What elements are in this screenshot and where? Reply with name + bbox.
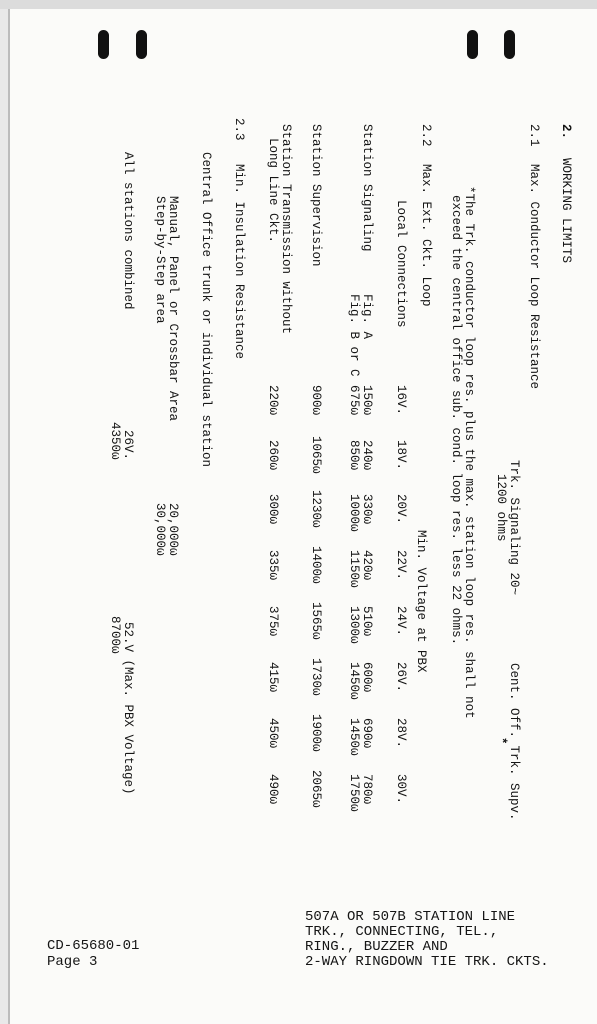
supervision-value: 1900ω <box>309 714 323 752</box>
all-stations-combined: All stations combined <box>121 152 135 310</box>
fig-a-value: 690ω <box>360 718 374 749</box>
fig-a-label: Fig. A <box>360 294 374 340</box>
section-number: 2. <box>559 124 573 140</box>
voltage-22: 22V. <box>394 550 408 581</box>
manual-panel-crossbar: Manual, Panel or Crossbar Area <box>166 196 180 422</box>
fig-a-value: 510ω <box>360 606 374 637</box>
s2-2-number: 2.2 <box>419 124 433 147</box>
title-line-2: TRK., CONNECTING, TEL., <box>305 924 499 940</box>
fig-bc-value: 1000ω <box>347 494 361 532</box>
transmission-value: 260ω <box>266 440 280 471</box>
fig-bc-value: 675ω <box>347 385 361 416</box>
fig-a-value: 330ω <box>360 494 374 525</box>
fig-a-value: 780ω <box>360 774 374 805</box>
transmission-value: 415ω <box>266 662 280 693</box>
transmission-value: 220ω <box>266 385 280 416</box>
supervision-value: 900ω <box>309 385 323 416</box>
voltage-24: 24V. <box>394 606 408 637</box>
note-line-2: exceed the central office sub. cond. loop res. less 22 ohms. <box>449 195 463 646</box>
voltage-26: 26V. <box>394 662 408 693</box>
page-number: Page 3 <box>47 954 98 970</box>
fig-a-value: 600ω <box>360 662 374 693</box>
transmission-value: 335ω <box>266 550 280 581</box>
s2-3-label: Min. Insulation Resistance <box>232 164 246 360</box>
supervision-value: 1065ω <box>309 436 323 474</box>
transmission-value: 450ω <box>266 718 280 749</box>
transmission-value: 375ω <box>266 606 280 637</box>
supervision-value: 1400ω <box>309 546 323 584</box>
fig-bc-value: 1300ω <box>347 606 361 644</box>
voltage-16: 16V. <box>394 385 408 416</box>
transmission-value: 490ω <box>266 774 280 805</box>
station-supervision: Station Supervision <box>309 124 323 267</box>
title-line-3: RING., BUZZER AND <box>305 939 448 955</box>
fig-a-value: 240ω <box>360 440 374 471</box>
asterisk-mark: * <box>494 737 508 745</box>
title-line-4: 2-WAY RINGDOWN TIE TRK. CKTS. <box>305 954 549 970</box>
v26-value: 4350ω <box>108 422 122 460</box>
v52-label: 52.V (Max. PBX Voltage) <box>121 622 135 795</box>
title-line-1: 507A OR 507B STATION LINE <box>305 909 516 925</box>
voltage-18: 18V. <box>394 440 408 471</box>
doc-id: CD-65680-01 <box>47 938 140 954</box>
min-voltage-header: Min. Voltage at PBX <box>414 530 428 673</box>
fig-bc-value: 1450ω <box>347 662 361 700</box>
transmission-value: 300ω <box>266 494 280 525</box>
fig-bc-value: 1450ω <box>347 718 361 756</box>
supervision-value: 1730ω <box>309 658 323 696</box>
voltage-20: 20V. <box>394 494 408 525</box>
supervision-value: 2065ω <box>309 770 323 808</box>
supervision-value: 1565ω <box>309 602 323 640</box>
fig-a-value: 420ω <box>360 550 374 581</box>
fig-a-value: 150ω <box>360 385 374 416</box>
s2-3-number: 2.3 <box>232 118 246 141</box>
manual-value-2: 30,000ω <box>153 503 167 556</box>
transmission-line-2: Long Line Ckt. <box>266 138 280 244</box>
fig-bc-label: Fig. B or C <box>347 294 361 377</box>
station-signaling: Station Signaling <box>360 124 374 252</box>
s2-1-label: Max. Conductor Loop Resistance <box>527 164 541 390</box>
trk-signaling-value: 1200 ohms <box>494 474 508 542</box>
s2-1-number: 2.1 <box>527 124 541 147</box>
v52-value: 8700ω <box>108 616 122 654</box>
transmission-line-1: Station Transmission without <box>279 124 293 335</box>
supervision-value: 1230ω <box>309 490 323 528</box>
step-by-step: Step-by-Step area <box>153 196 167 324</box>
fig-bc-value: 1150ω <box>347 550 361 588</box>
fig-bc-value: 850ω <box>347 440 361 471</box>
fig-bc-value: 1750ω <box>347 774 361 812</box>
trk-signaling: Trk. Signaling 20~ <box>507 460 521 596</box>
cent-off-trk-supv: Cent. Off. Trk. Supv. <box>507 663 521 821</box>
note-line-1: *The Trk. conductor loop res. plus the max. station loop res. shall not <box>462 186 476 719</box>
manual-value-1: 20,000ω <box>166 503 180 556</box>
s2-2-label: Max. Ext. Ckt. Loop <box>419 164 433 307</box>
v26-label: 26V. <box>121 430 135 461</box>
voltage-30: 30V. <box>394 774 408 805</box>
local-connections: Local Connections <box>394 200 408 328</box>
section-title: WORKING LIMITS <box>559 158 573 264</box>
central-office-label: Central Office trunk or individual station <box>199 152 213 468</box>
voltage-28: 28V. <box>394 718 408 749</box>
